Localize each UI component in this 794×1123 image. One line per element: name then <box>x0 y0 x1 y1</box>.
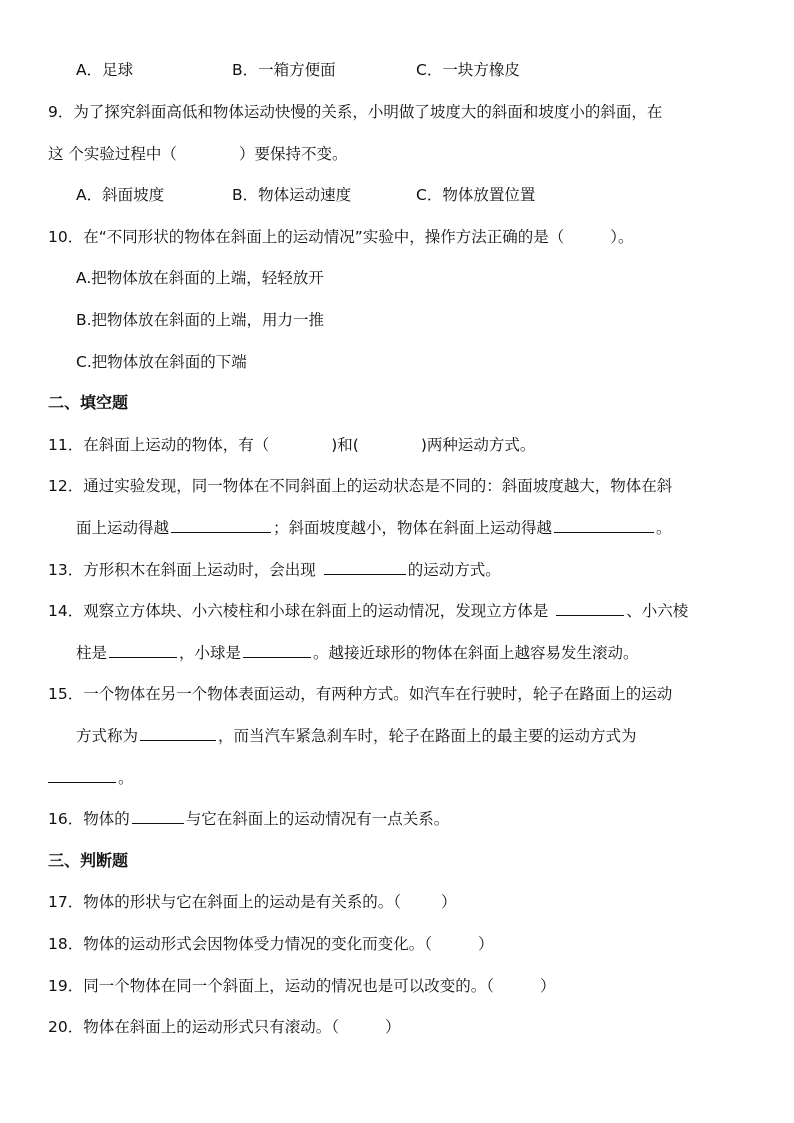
q17-stem <box>48 892 457 912</box>
q11-part3: )两种运动方式。 <box>420 436 536 454</box>
q8-option-c: C．一块方橡皮 <box>416 61 520 79</box>
q19-text: 19．同一个物体在同一个斜面上，运动的情况也是可以改变的。（ <box>48 977 494 995</box>
q12-line2-middle: ；斜面坡度越小，物体在斜面上运动得越 <box>273 519 553 537</box>
q11-part2: )和( <box>331 436 359 454</box>
q15-line3-end: 。 <box>118 769 134 787</box>
q10-option-b: B.把物体放在斜面的上端，用力一推 <box>76 311 325 329</box>
q9-option-b: B．物体运动速度 <box>232 186 352 204</box>
q12-stem-line1: 12．通过实验发现，同一物体在不同斜面上的运动状态是不同的：斜面坡度越大，物体在斜 <box>48 477 673 495</box>
q11-part1: 11．在斜面上运动的物体，有（ <box>48 436 270 454</box>
q18-stem <box>48 934 494 954</box>
q8-option-a: A．足球 <box>76 61 134 79</box>
q15-blank-2 <box>48 768 116 783</box>
q18-close: ） <box>477 935 494 953</box>
q12-blank-2 <box>554 518 654 533</box>
q14-blank-3 <box>243 643 311 658</box>
q13-stem <box>48 560 501 580</box>
q19-close: ） <box>539 977 556 995</box>
q14-line2-middle: ，小球是 <box>179 644 242 662</box>
q17-text: 17．物体的形状与它在斜面上的运动是有关系的。（ <box>48 893 401 911</box>
section-heading-fill-in: 二、填空题 <box>48 393 129 412</box>
q15-stem-line3 <box>48 768 134 788</box>
q14-line2-end: 。越接近球形的物体在斜面上越容易发生滚动。 <box>313 644 639 662</box>
q14-stem-line2 <box>76 643 639 663</box>
q16-stem <box>48 809 449 829</box>
q14-line1-start: 14．观察立方体块、小六棱柱和小球在斜面上的运动情况，发现立方体是 <box>48 602 549 620</box>
q15-line2-end: ，而当汽车紧急刹车时，轮子在路面上的最主要的运动方式为 <box>218 727 637 745</box>
q12-line2-start: 面上运动得越 <box>76 519 170 537</box>
q9-option-a: A．斜面坡度 <box>76 186 165 204</box>
q9-option-c: C．物体放置位置 <box>416 186 536 204</box>
q10-stem <box>48 227 634 247</box>
q15-line2-start: 方式称为 <box>76 727 139 745</box>
q12-line2-end: 。 <box>656 519 672 537</box>
q12-blank-1 <box>171 518 271 533</box>
q10-option-c: C.把物体放在斜面的下端 <box>76 353 247 371</box>
q20-stem <box>48 1017 401 1037</box>
q16-part2: 与它在斜面上的运动情况有一点关系。 <box>185 810 450 828</box>
section-heading-true-false: 三、判断题 <box>48 851 129 870</box>
q14-line2-start: 柱是 <box>76 644 108 662</box>
q10-option-a: A.把物体放在斜面的上端，轻轻放开 <box>76 269 324 287</box>
q16-part1: 16．物体的 <box>48 810 130 828</box>
q14-blank-2 <box>109 643 177 658</box>
q9-stem-line2 <box>48 144 347 164</box>
q14-blank-1 <box>556 601 624 616</box>
q10-stem-start: 10．在“不同形状的物体在斜面上的运动情况”实验中，操作方法正确的是（ <box>48 228 565 246</box>
q16-blank <box>132 809 184 824</box>
q19-stem <box>48 976 556 996</box>
q13-part1: 13．方形积木在斜面上运动时，会出现 <box>48 561 316 579</box>
q15-blank-1 <box>140 726 216 741</box>
q12-stem-line2 <box>76 518 672 538</box>
q15-stem-line1: 15．一个物体在另一个物体表面运动，有两种方式。如汽车在行驶时，轮子在路面上的运动 <box>48 685 673 703</box>
q13-blank <box>324 560 406 575</box>
q9-stem-line1: 9．为了探究斜面高低和物体运动快慢的关系，小明做了坡度大的斜面和坡度小的斜面，在 <box>48 103 663 121</box>
q20-text: 20．物体在斜面上的运动形式只有滚动。（ <box>48 1018 339 1036</box>
q17-close: ） <box>440 893 457 911</box>
q15-stem-line2 <box>76 726 637 746</box>
q11-stem <box>48 435 535 455</box>
q14-stem-line1 <box>48 601 688 621</box>
q9-stem-line2-start: 这 个实验过程中（ <box>48 145 177 163</box>
q8-option-b: B．一箱方便面 <box>232 61 336 79</box>
q10-stem-end: ）。 <box>610 228 634 246</box>
q14-line1-end: 、小六棱 <box>626 602 689 620</box>
q9-stem-line2-end: ）要保持不变。 <box>238 145 348 163</box>
q13-part2: 的运动方式。 <box>407 561 501 579</box>
q18-text: 18．物体的运动形式会因物体受力情况的变化而变化。（ <box>48 935 432 953</box>
q20-close: ） <box>384 1018 401 1036</box>
